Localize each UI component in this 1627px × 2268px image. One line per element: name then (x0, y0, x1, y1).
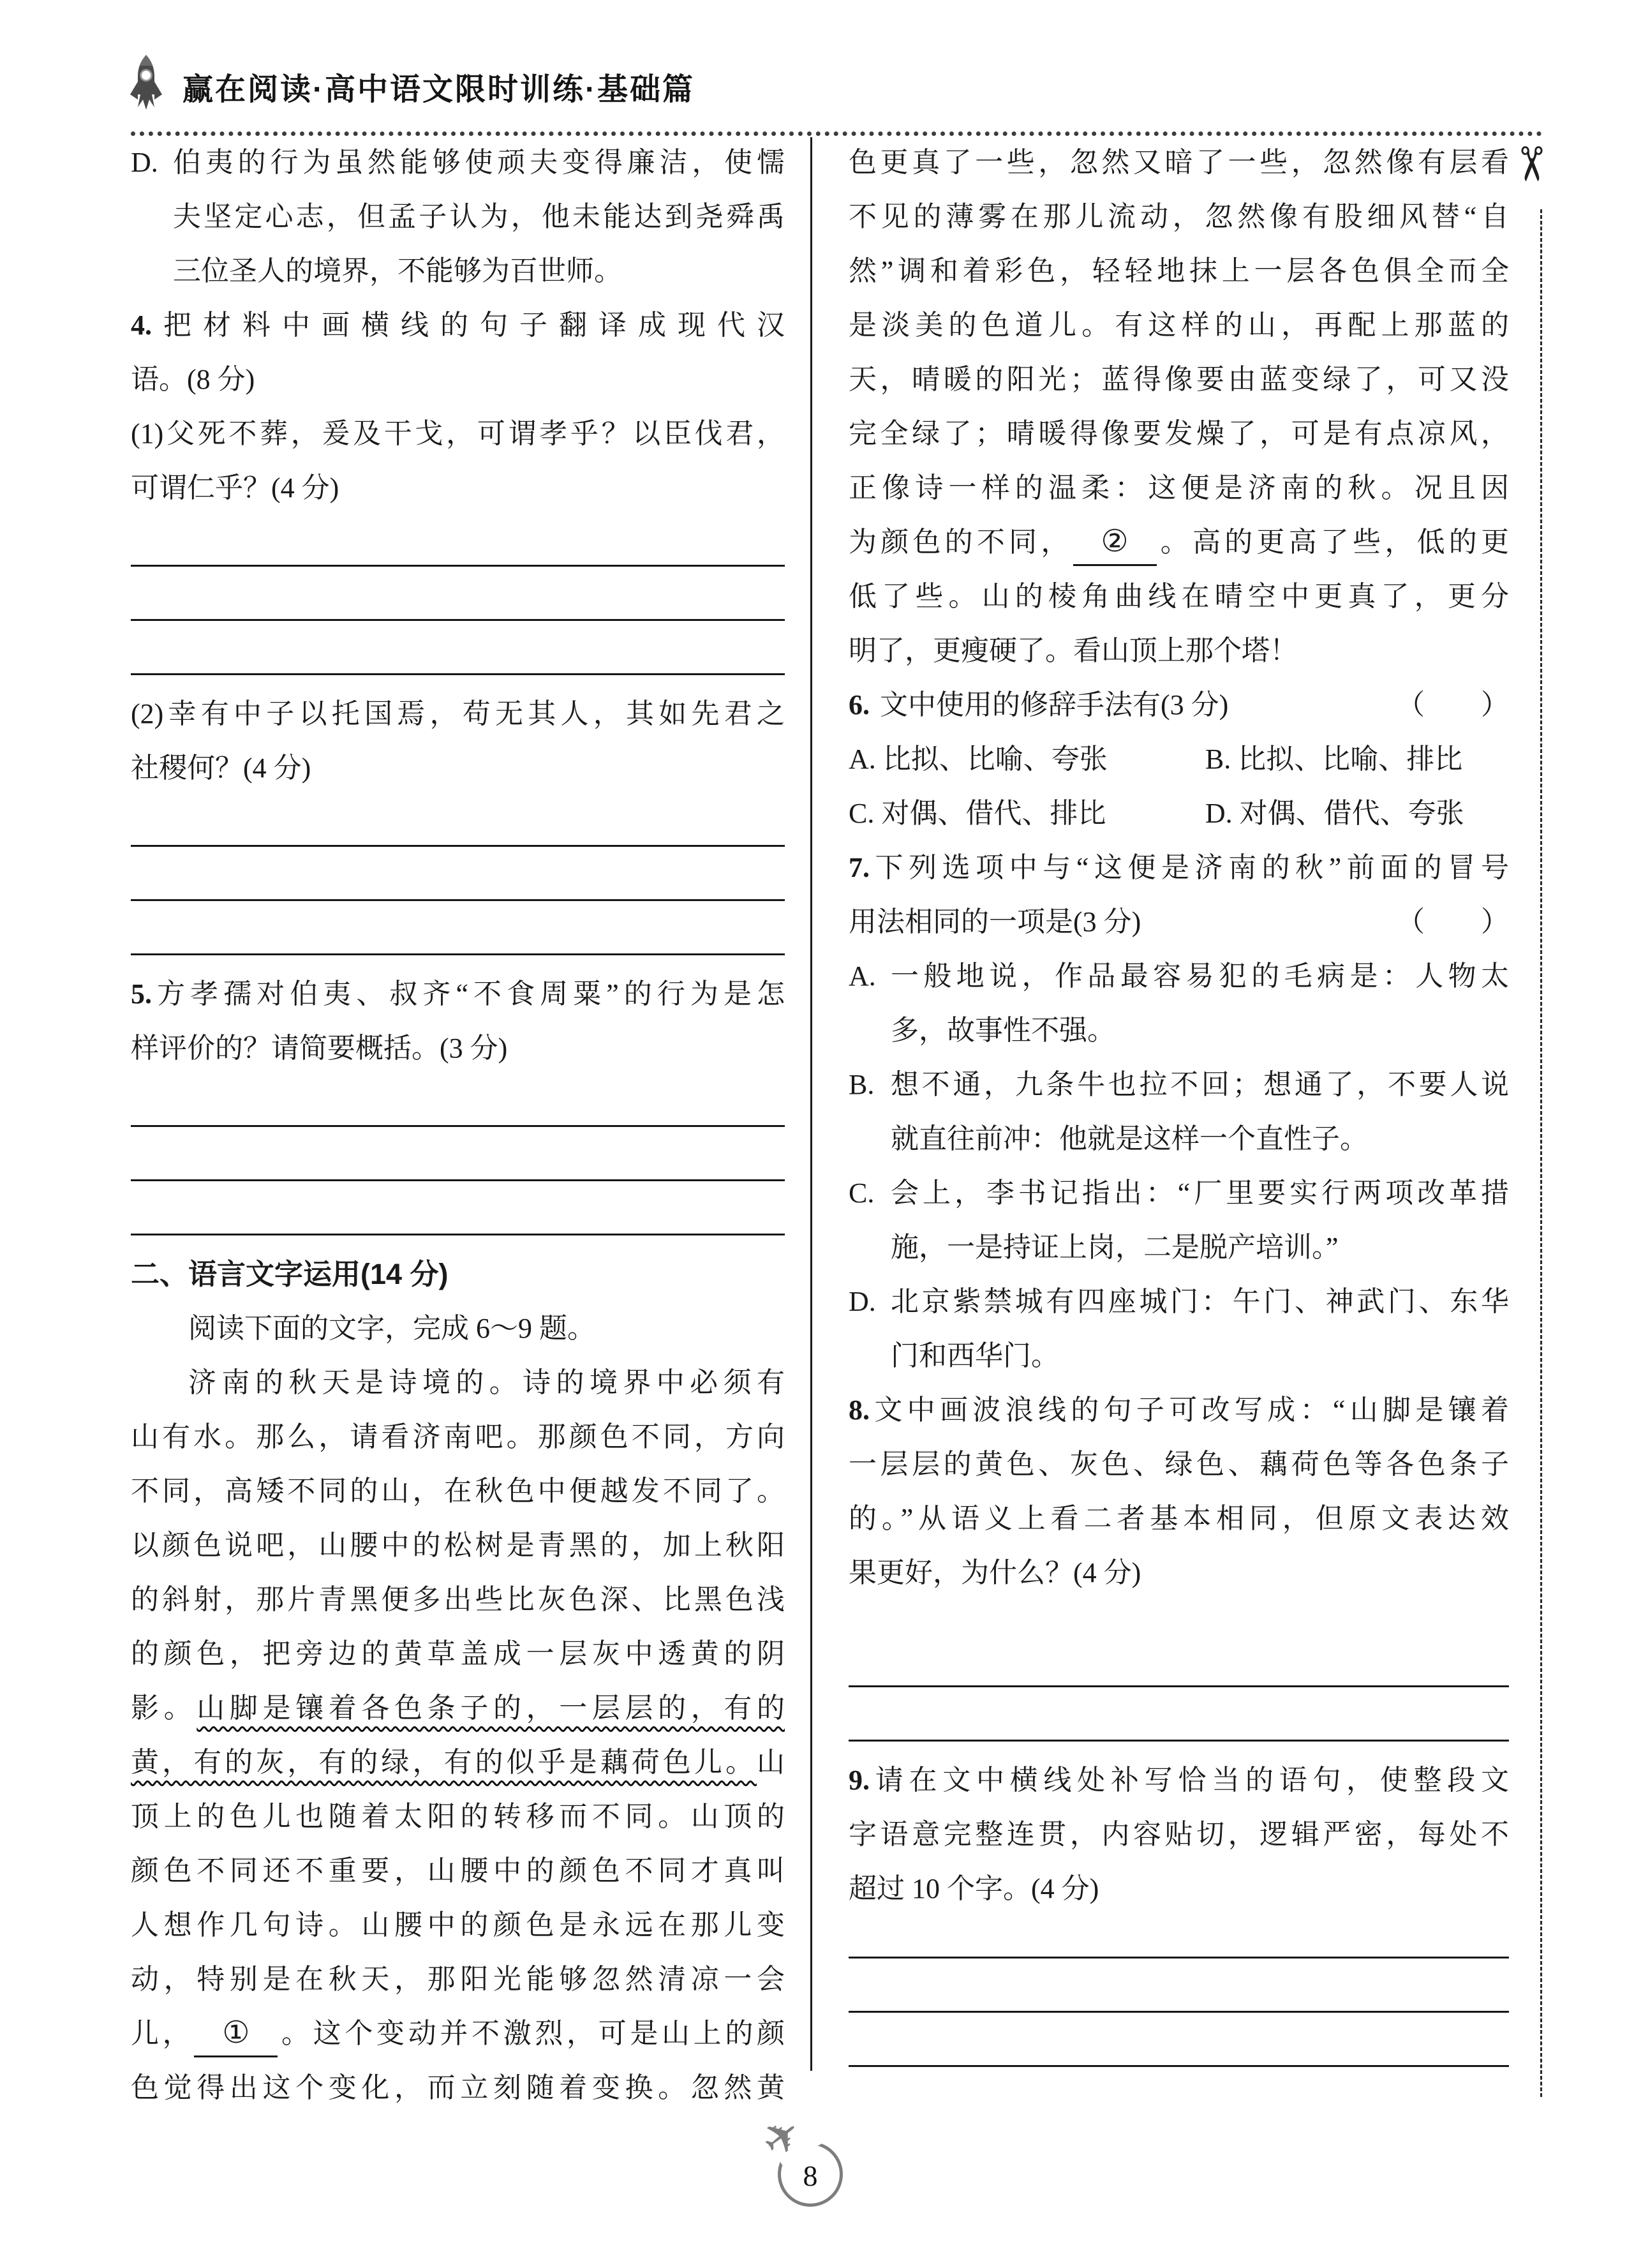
header-title: 赢在阅读·高中语文限时训练·基础篇 (182, 73, 695, 107)
answer-area (849, 1645, 1509, 1753)
passage-line: 为颜色的不同， ② 。高的更高了些，低的更 (849, 515, 1509, 569)
passage-line: 是淡美的色道儿。有这样的山，再配上那蓝的 (849, 310, 1509, 341)
answer-bracket: （ ） (1397, 689, 1509, 720)
option-row (849, 732, 1509, 786)
text-line: 的。”从语义上看二者基本相同，但原文表达效 (849, 1503, 1509, 1534)
answer-line (131, 1084, 785, 1138)
passage-line: 影。山脚是镶着各色条子的，一层层的，有的 (131, 1692, 785, 1724)
question-4-part2 (131, 687, 785, 795)
fill-blank-2 (1073, 519, 1157, 566)
option-d-label: D. (849, 1286, 876, 1317)
right-column (849, 135, 1509, 2078)
passage-line: 正像诗一样的温柔：这便是济南的秋。况且因 (849, 472, 1509, 504)
question-4-number: 4. (131, 310, 152, 341)
scissors-icon: ✂ (1503, 144, 1559, 184)
text-line: 社稷何？(4 分) (131, 752, 311, 784)
text-line: 可谓仁乎？(4 分) (131, 472, 339, 504)
question-6 (849, 678, 1509, 840)
answer-line (131, 1193, 785, 1247)
passage-line: 的颜色，把旁边的黄草盖成一层灰中透黄的阴 (131, 1638, 785, 1669)
text-line: 用法相同的一项是(3 分) （ ） (849, 895, 1509, 949)
passage-line: 动，特别是在秋天，那阳光能够忽然清凉一会 (131, 1964, 785, 1995)
passage-right (849, 135, 1509, 678)
text-line: 夫坚定心志，但孟子认为，他未能达到尧舜禹 (173, 201, 785, 232)
passage-line: 然”调和着彩色，轻轻地抹上一层各色俱全而全 (849, 255, 1509, 287)
question-9-number: 9. (849, 1764, 870, 1796)
answer-line (131, 632, 785, 687)
text-line: 超过 10 个字。(4 分) (849, 1873, 1099, 1904)
circled-number-2: ② (1101, 525, 1129, 558)
passage-line: 黄，有的灰，有的绿，有的似乎是藕荷色儿。山 (131, 1747, 785, 1778)
part1-label: (1) (131, 418, 164, 449)
q7-option-a (849, 949, 1509, 1057)
answer-line (131, 578, 785, 632)
passage-line: 色更真了一些，忽然又暗了一些，忽然像有层看 (849, 147, 1509, 178)
passage-line: 天，晴暖的阳光；蓝得像要由蓝变绿了，可又没 (849, 364, 1509, 395)
text-line: 伯夷的行为虽然能够使顽夫变得廉洁，使懦 (173, 147, 785, 178)
q7-option-c (849, 1166, 1509, 1274)
section-heading: 二、语言文字运用(14 分) (131, 1258, 449, 1290)
part2-label: (2) (131, 698, 164, 729)
text-line: 语。(8 分) (131, 364, 255, 395)
question-7-number: 7. (849, 852, 870, 883)
answer-line (131, 804, 785, 858)
q7-option-b (849, 1057, 1509, 1166)
question-8 (849, 1383, 1509, 1600)
text-line: 7.下列选项中与“这便是济南的秋”前面的冒号 (849, 852, 1509, 883)
question-5-number: 5. (131, 978, 152, 1010)
passage-line: 不见的薄雾在那儿流动，忽然像有股细风替“自 (849, 201, 1509, 232)
choice-d (131, 135, 785, 298)
passage-line: 儿， ① 。这个变动并不激烈，可是山上的颜 (131, 2006, 785, 2061)
passage-line: 人想作几句诗。山腰中的颜色是永远在那儿变 (131, 1909, 785, 1941)
question-4 (131, 298, 785, 407)
fill-blank-1 (194, 2011, 278, 2057)
rocket-icon (128, 54, 165, 119)
text-line: 8.文中画波浪线的句子可改写成：“山脚是镶着 (849, 1394, 1509, 1426)
text-line: 字语意完整连贯，内容贴切，逻辑严密，每处不 (849, 1819, 1509, 1850)
question-9 (849, 1753, 1509, 1916)
passage-line: 颜色不同还不重要，山腰中的颜色不同才真叫 (131, 1855, 785, 1886)
text-line: 果更好，为什么？(4 分) (849, 1557, 1141, 1588)
left-column (131, 135, 785, 2115)
answer-area (131, 804, 785, 967)
answer-line (131, 858, 785, 913)
passage-line: 明了，更瘦硬了。看山顶上那个塔！ (849, 635, 1298, 666)
question-4-part1 (131, 407, 785, 515)
answer-line (849, 1645, 1509, 1699)
answer-bracket: （ ） (1397, 906, 1509, 937)
answer-area (849, 1916, 1509, 2078)
column-divider (810, 137, 812, 2071)
question-5 (131, 967, 785, 1075)
passage-line: 低了些。山的棱角曲线在晴空中更真了，更分 (849, 581, 1509, 612)
question-7 (849, 840, 1509, 1383)
cut-dashed-line (1540, 209, 1542, 2097)
text-line: 想不通，九条牛也拉不回；想通了，不要人说 (891, 1069, 1509, 1100)
answer-area (131, 1084, 785, 1247)
answer-area (131, 524, 785, 687)
passage-line: 的斜射，那片青黑便多出些比灰色深、比黑色浅 (131, 1584, 785, 1615)
option-row (849, 786, 1509, 840)
text-line: 一层层的黄色、灰色、绿色、藕荷色等各色条子 (849, 1449, 1509, 1480)
text-line: 6. 文中使用的修辞手法有(3 分) （ ） (849, 678, 1509, 732)
answer-line (849, 1970, 1509, 2024)
option-c-label: C. (849, 1177, 875, 1209)
wavy-underline-text: 山脚是镶着各色条子的，一层层的，有的 (197, 1692, 785, 1724)
answer-line (849, 1916, 1509, 1970)
text-line: 施，一是持证上岗，二是脱产培训。” (891, 1232, 1339, 1263)
text-line: 5.方孝孺对伯夷、叔齐“不食周粟”的行为是怎 (131, 978, 785, 1010)
text-line: 就直往前冲：他就是这样一个直性子。 (891, 1123, 1368, 1154)
text-line: (1)父死不葬，爰及干戈，可谓孝乎？以臣伐君， (131, 418, 785, 449)
passage-line: 色觉得出这个变化，而立刻随着变换。忽然黄 (131, 2072, 785, 2103)
text-line: 多，故事性不强。 (891, 1015, 1115, 1046)
passage-intro: 阅读下面的文字，完成 6～9 题。 (188, 1313, 595, 1344)
text-line: 4.把材料中画横线的句子翻译成现代汉 (131, 310, 785, 341)
passage-line: 不同，高矮不同的山，在秋色中便越发不同了。 (131, 1475, 785, 1507)
text-line: 9.请在文中横线处补写恰当的语句，使整段文 (849, 1764, 1509, 1796)
page-header (128, 54, 695, 119)
option-d: D. 对偶、借代、夸张 (1205, 798, 1464, 829)
passage-line: 济南的秋天是诗境的。诗的境界中必须有 (188, 1367, 785, 1398)
choice-d-label: D. (131, 147, 158, 178)
page-number: 8 (803, 2160, 818, 2192)
passage-line: 顶上的色儿也随着太阳的转移而不同。山顶的 (131, 1801, 785, 1832)
answer-line (131, 524, 785, 578)
text-line: 样评价的？请简要概括。(3 分) (131, 1033, 508, 1064)
airplane-icon: ✈ (750, 2105, 813, 2170)
text-line: 会上，李书记指出：“厂里要实行两项改革措 (891, 1177, 1509, 1209)
passage-line: 以颜色说吧，山腰中的松树是青黑的，加上秋阳 (131, 1530, 785, 1561)
answer-line (131, 913, 785, 967)
text-line: 一般地说，作品最容易犯的毛病是：人物太 (891, 960, 1509, 992)
option-c: C. 对偶、借代、排比 (849, 798, 1106, 829)
text-line: 北京紫禁城有四座城门：午门、神武门、东华 (891, 1286, 1509, 1317)
q7-option-d (849, 1274, 1509, 1383)
option-a-label: A. (849, 960, 876, 992)
passage-left (131, 1355, 785, 2115)
answer-line (131, 1138, 785, 1193)
option-a: A. 比拟、比喻、夸张 (849, 743, 1108, 775)
text-line: (2)幸有中子以托国焉，苟无其人，其如先君之 (131, 698, 785, 729)
answer-line (849, 2024, 1509, 2078)
passage-line: 山有水。那么，请看济南吧。那颜色不同，方向 (131, 1421, 785, 1452)
wavy-underline-text: 黄，有的灰，有的绿，有的似乎是藕荷色儿。 (131, 1747, 757, 1778)
answer-line (849, 1699, 1509, 1753)
option-b: B. 比拟、比喻、排比 (1205, 743, 1463, 775)
question-8-number: 8. (849, 1394, 870, 1426)
text-line: 三位圣人的境界，不能够为百世师。 (173, 255, 622, 287)
text-line: 门和西华门。 (891, 1340, 1059, 1371)
question-6-number: 6. (849, 689, 870, 720)
circled-number-1: ① (222, 2016, 250, 2050)
option-b-label: B. (849, 1069, 875, 1100)
passage-line: 完全绿了；晴暖得像要发燥了，可是有点凉风， (849, 418, 1509, 449)
